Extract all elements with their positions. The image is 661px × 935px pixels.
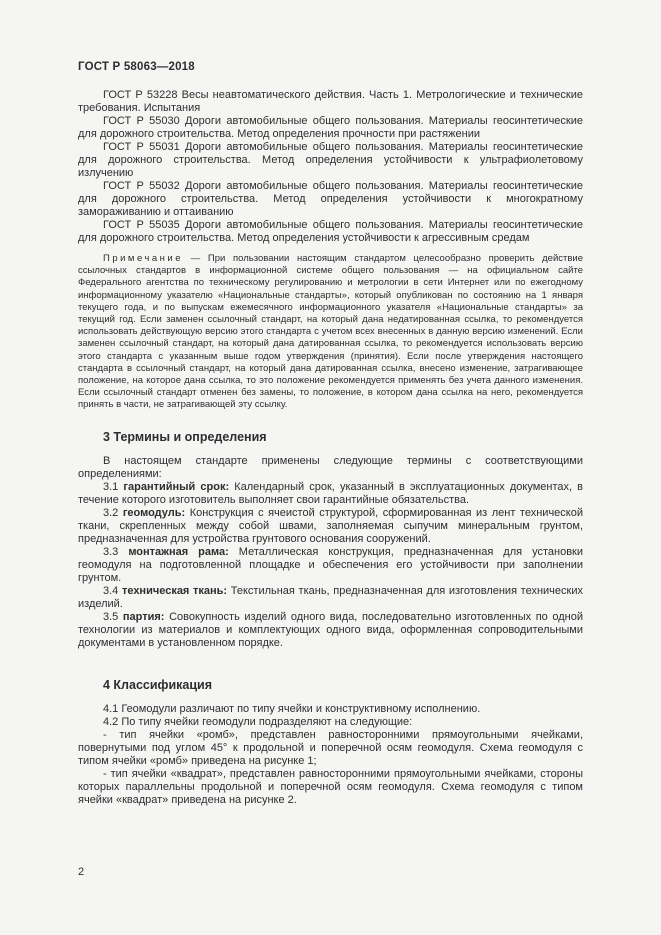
term-definition: Конструкция с ячеистой структурой, сформированная из лент технической ткани, скрепленных между собой швами, заполняемая сыпучим минеральным грунтом, предназначенная для устройства грунтового основания сооружений. (78, 506, 583, 545)
term-number: 3.2 (103, 506, 119, 519)
term-number: 3.1 (103, 480, 119, 493)
term-definition: Металлическая конструкция, предназначенная для установки геомодуля на подготовленной площадке и обеспечения его устойчивости при заполнении грунтом. (78, 545, 583, 584)
reference-item: ГОСТ Р 53228 Весы неавтоматического действия. Часть 1. Метрологические и технические требования. Испытания (78, 89, 583, 114)
classification-paragraph: 4.1 Геомодули различают по типу ячейки и конструктивному исполнению. (103, 702, 481, 715)
page-content (78, 61, 583, 807)
page-number: 2 (78, 866, 85, 878)
term-name: партия: (122, 610, 165, 623)
term-name: монтажная рама: (128, 545, 229, 558)
reference-item: ГОСТ Р 55030 Дороги автомобильные общего пользования. Материалы геосинтетические для дорожного строительства. Метод определения прочности при растяжении (78, 115, 583, 140)
term-item (78, 585, 583, 611)
term-name: гарантийный срок: (123, 480, 230, 493)
terms-intro: В настоящем стандарте применены следующие термины с соответствующими определениями: (78, 454, 583, 480)
section-3-title: 3 Термины и определения (103, 429, 267, 444)
term-number: 3.3 (103, 545, 119, 558)
term-item (78, 611, 583, 650)
term-number: 3.5 (103, 610, 119, 623)
term-definition: Текстильная ткань, предназначенная для изготовления технических изделий. (78, 584, 583, 610)
reference-item: ГОСТ Р 55035 Дороги автомобильные общего пользования. Материалы геосинтетические для дорожного строительства. Метод определения устойчивости к агрессивным средам (78, 219, 583, 244)
note-paragraph (78, 253, 583, 412)
term-definition: Календарный срок, указанный в эксплуатационных документах, в течение которого изготовитель выполняет свои гарантийные обязательства. (78, 480, 583, 506)
reference-item: ГОСТ Р 55031 Дороги автомобильные общего пользования. Материалы геосинтетические для дорожного строительства. Метод определения устойчивости к ультрафиолетовому излучению (78, 141, 583, 179)
term-definition: Совокупность изделий одного вида, последовательно изготовленных по одной технологии из материалов и комплектующих одного вида, оформленная сопроводительными документами в установленном порядке. (78, 610, 583, 649)
term-name: геомодуль: (122, 506, 186, 519)
term-item (78, 481, 583, 507)
term-item (78, 507, 583, 546)
term-item (78, 546, 583, 585)
term-number: 3.4 (103, 584, 119, 597)
note-text: — При пользовании настоящим стандартом целесообразно проверить действие ссылочных стандартов в информационной системе общего пользования — на официальном сайте Федерального агентства по техническому регулированию и метрологии в сети Интернет или по ежегодному информационному указателю «Национальные стандарты», который опубликован по состоянию на 1 января текущего года, и по выпускам ежемесячного информационного указателя «Национальные стандарты» за текущий год. Если заменен ссылочный стандарт, на который дана недатированная ссылка, то рекомендуется использовать действующую версию этого стандарта с учетом всех внесенных в данную версию изменений. Если заменен ссылочный стандарт, на который дана датированная ссылка, то рекомендуется использовать версию этого стандарта с указанным выше годом утверждения (принятия). Если после утверждения настоящего стандарта в ссылочный стандарт, на который дана датированная ссылка, внесено изменение, затрагивающее положение, на которое дана ссылка, то это положение рекомендуется применять без учета данного изменения. Если ссылочный стандарт отменен без замены, то положение, в котором дана ссылка на него, рекомендуется принять в части, не затрагивающей эту ссылку. (78, 253, 583, 411)
classification-paragraph: 4.2 По типу ячейки геомодули подразделяют на следующие: (103, 715, 413, 728)
reference-item: ГОСТ Р 55032 Дороги автомобильные общего пользования. Материалы геосинтетические для дорожного строительства. Метод определения устойчивости к многократному замораживанию и оттаиванию (78, 180, 583, 218)
term-name: техническая ткань: (121, 584, 228, 597)
section-4-title: 4 Классификация (103, 677, 213, 692)
document-code-header: ГОСТ Р 58063—2018 (78, 61, 195, 73)
classification-list-item: - тип ячейки «квадрат», представлен равносторонними прямоугольными ячейками, стороны которых параллельны продольной и поперечной осям геомодуля. Схема геомодуля с типом ячейки «квадрат» приведена на рисунке 2. (78, 767, 583, 806)
note-label: Примечание (103, 253, 183, 264)
classification-list-item: - тип ячейки «ромб», представлен равносторонними прямоугольными ячейками, повернутыми под углом 45° к продольной и поперечной осям геомодуля. Схема геомодуля с типом ячейки «ромб» приведена на рисунке 1; (78, 728, 583, 767)
